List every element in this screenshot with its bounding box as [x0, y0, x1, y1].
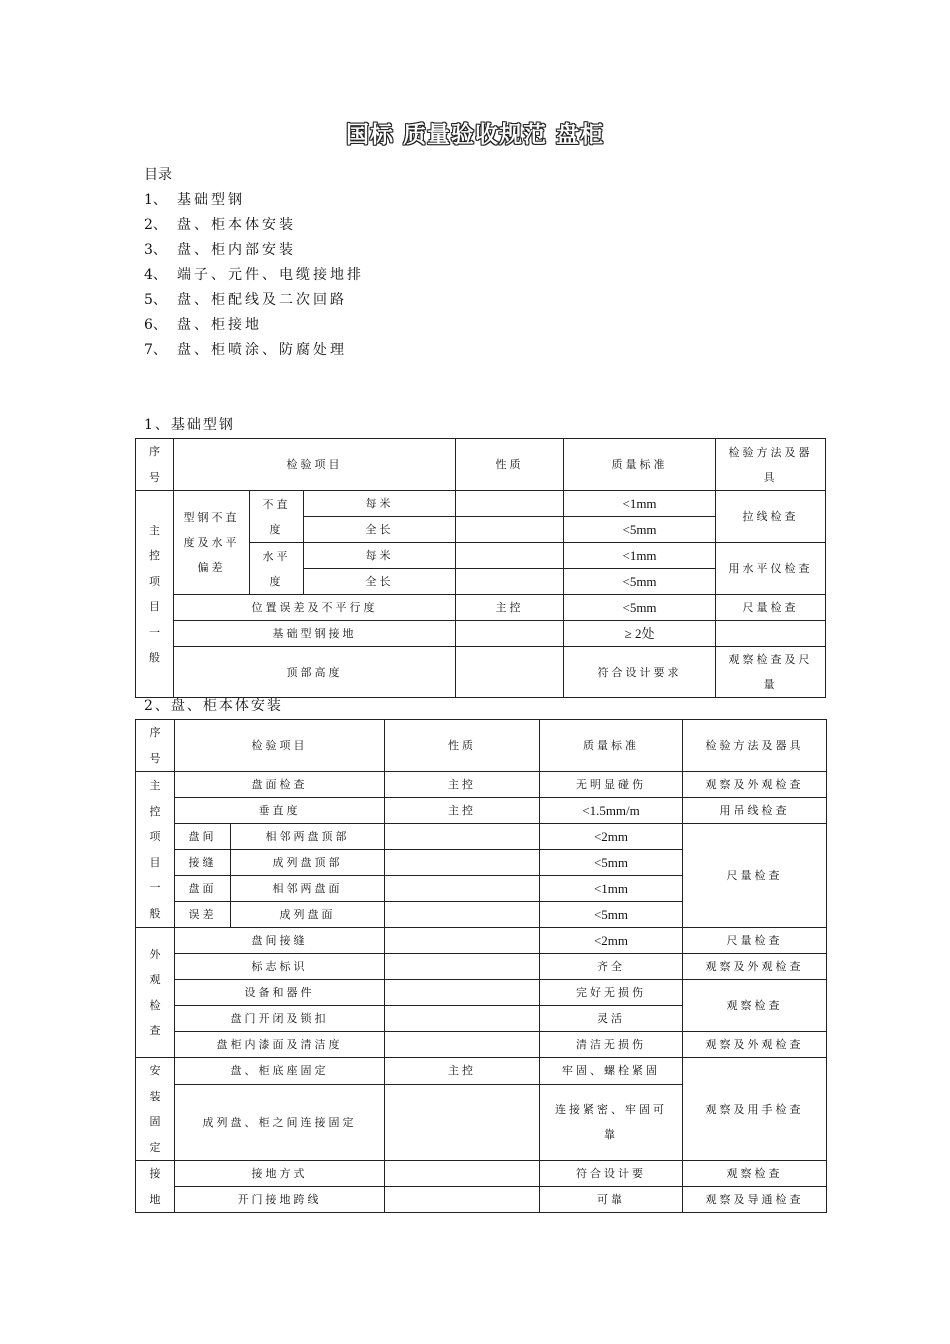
- cell: <5mm: [540, 902, 683, 928]
- cell: 标志标识: [175, 954, 385, 980]
- toc-item: [144, 263, 364, 288]
- cell: [385, 954, 540, 980]
- cell: 无明显碰伤: [540, 772, 683, 798]
- table-row: [136, 621, 826, 647]
- table-row: [136, 980, 827, 1006]
- table-row: [136, 1058, 827, 1085]
- cell: <2mm: [540, 824, 683, 850]
- cell: 全长: [304, 569, 456, 595]
- section-2-title: 2、盘、柜本体安装: [144, 698, 283, 714]
- cell: 成列盘、柜之间连接固定: [175, 1084, 385, 1160]
- cell: 盘门开闭及锁扣: [175, 1006, 385, 1032]
- cell: 基础型钢接地: [174, 621, 456, 647]
- cell: 每米: [304, 543, 456, 569]
- cell: 相邻两盘顶部: [231, 824, 385, 850]
- cell: 全长: [304, 517, 456, 543]
- header-method: 检验方法及器具: [683, 720, 827, 772]
- cell: 观察及用手检查: [683, 1058, 827, 1161]
- toc-text: 盘、柜配线及二次回路: [177, 292, 347, 308]
- cell: 主控: [385, 1058, 540, 1085]
- toc-text: 端子、元件、电缆接地排: [177, 267, 364, 283]
- cell: <1mm: [564, 543, 716, 569]
- table-row: [136, 824, 827, 850]
- header-seq: 序 号: [136, 439, 174, 491]
- cell: 尺量检查: [683, 928, 827, 954]
- cell: 每米: [304, 491, 456, 517]
- header-standard: 质量标准: [564, 439, 716, 491]
- table-row: [136, 1187, 827, 1213]
- cell: 完好无损伤: [540, 980, 683, 1006]
- group-label: 主 控 项 目 一 般: [136, 491, 174, 698]
- cell: 成列盘顶部: [231, 850, 385, 876]
- cell: [456, 647, 564, 698]
- page-title: 国标 质量验收规范 盘柜: [345, 122, 604, 148]
- sub-label: 不直 度: [250, 491, 304, 543]
- table-row: [136, 928, 827, 954]
- cell: 设备和器件: [175, 980, 385, 1006]
- cell: 顶部高度: [174, 647, 456, 698]
- toc-text: 基础型钢: [177, 192, 245, 208]
- toc-item: [144, 288, 364, 313]
- cell: 观察及外观检查: [683, 1032, 827, 1058]
- toc-heading: 目录: [144, 167, 172, 183]
- cell: <1.5mm/m: [540, 798, 683, 824]
- table-of-contents: [144, 163, 364, 363]
- toc-text: 盘、柜喷涂、防腐处理: [177, 342, 347, 358]
- table-header-row: [136, 439, 826, 491]
- cell: 盘柜内漆面及清洁度: [175, 1032, 385, 1058]
- table-row: [136, 798, 827, 824]
- cell: [456, 517, 564, 543]
- cell: [385, 1032, 540, 1058]
- cell: 盘面: [175, 876, 231, 902]
- cell: 清洁无损伤: [540, 1032, 683, 1058]
- cell: 观察及导通检查: [683, 1187, 827, 1213]
- cell: <5mm: [564, 569, 716, 595]
- header-item: 检验项目: [175, 720, 385, 772]
- cell: 位置误差及不平行度: [174, 595, 456, 621]
- sub-label: 水平 度: [250, 543, 304, 595]
- header-nature: 性质: [456, 439, 564, 491]
- cell: 尺量检查: [683, 824, 827, 928]
- header-nature: 性质: [385, 720, 540, 772]
- cell: 牢固、螺栓紧固: [540, 1058, 683, 1085]
- cell: [385, 902, 540, 928]
- group-label: 主 控 项 目 一 般: [136, 772, 175, 928]
- cell: 盘、柜底座固定: [175, 1058, 385, 1085]
- header-seq: 序 号: [136, 720, 175, 772]
- table-row: [136, 1161, 827, 1187]
- cell: <1mm: [564, 491, 716, 517]
- cell: [385, 850, 540, 876]
- cell: 齐全: [540, 954, 683, 980]
- cell: 灵活: [540, 1006, 683, 1032]
- cell: [456, 621, 564, 647]
- toc-num: 1、: [144, 192, 167, 208]
- toc-num: 2、: [144, 217, 167, 233]
- cell: 用水平仪检查: [716, 543, 826, 595]
- cell: 开门接地跨线: [175, 1187, 385, 1213]
- cell: 连接紧密、牢固可 靠: [540, 1084, 683, 1160]
- cell: 盘面检查: [175, 772, 385, 798]
- cell: 观察检查及尺 量: [716, 647, 826, 698]
- cell: [385, 1161, 540, 1187]
- table-row: [136, 954, 827, 980]
- cell: <5mm: [564, 595, 716, 621]
- cell: [385, 824, 540, 850]
- section-1-table: [135, 438, 826, 698]
- group-label: 外 观 检 查: [136, 928, 175, 1058]
- cell: [385, 876, 540, 902]
- cell: [456, 543, 564, 569]
- toc-num: 5、: [144, 292, 167, 308]
- toc-item: [144, 238, 364, 263]
- cell: <1mm: [540, 876, 683, 902]
- cell: 观察检查: [683, 1161, 827, 1187]
- cell: 主控: [456, 595, 564, 621]
- toc-text: 盘、柜本体安装: [177, 217, 296, 233]
- section-2-table: [135, 719, 827, 1213]
- table-row: [136, 491, 826, 517]
- cell: 接地方式: [175, 1161, 385, 1187]
- cell: 符合设计要求: [564, 647, 716, 698]
- toc-num: 3、: [144, 242, 167, 258]
- cell: [456, 569, 564, 595]
- cell: [716, 621, 826, 647]
- cell: <2mm: [540, 928, 683, 954]
- cell: 盘间: [175, 824, 231, 850]
- cell: 盘间接缝: [175, 928, 385, 954]
- header-item: 检验项目: [174, 439, 456, 491]
- cell: 垂直度: [175, 798, 385, 824]
- cell: 主控: [385, 798, 540, 824]
- cell: 主控: [385, 772, 540, 798]
- toc-num: 7、: [144, 342, 167, 358]
- toc-item: [144, 313, 364, 338]
- toc-text: 盘、柜内部安装: [177, 242, 296, 258]
- cell: 观察及外观检查: [683, 772, 827, 798]
- cell: 误差: [175, 902, 231, 928]
- section-1-title: 1、基础型钢: [144, 417, 235, 433]
- toc-num: 4、: [144, 267, 167, 283]
- cell: <5mm: [540, 850, 683, 876]
- toc-num: 6、: [144, 317, 167, 333]
- cell: [456, 491, 564, 517]
- cell: 拉线检查: [716, 491, 826, 543]
- cell: [385, 1006, 540, 1032]
- table-row: [136, 772, 827, 798]
- cell: 符合设计要: [540, 1161, 683, 1187]
- toc-item: [144, 338, 364, 363]
- cell: 接缝: [175, 850, 231, 876]
- cell: ≥ 2处: [564, 621, 716, 647]
- cell: 可靠: [540, 1187, 683, 1213]
- toc-text: 盘、柜接地: [177, 317, 262, 333]
- cell: [385, 1187, 540, 1213]
- header-standard: 质量标准: [540, 720, 683, 772]
- group-label: 安 装 固 定: [136, 1058, 175, 1161]
- cell: [385, 980, 540, 1006]
- table-row: [136, 1032, 827, 1058]
- table-row: [136, 595, 826, 621]
- cell: 观察检查: [683, 980, 827, 1032]
- cell: <5mm: [564, 517, 716, 543]
- cell: 观察及外观检查: [683, 954, 827, 980]
- toc-item: [144, 213, 364, 238]
- header-method: 检验方法及器 具: [716, 439, 826, 491]
- cell: 成列盘面: [231, 902, 385, 928]
- table-header-row: [136, 720, 827, 772]
- toc-item: [144, 188, 364, 213]
- cell: 相邻两盘面: [231, 876, 385, 902]
- cell: [385, 1084, 540, 1160]
- cell: [385, 928, 540, 954]
- table-row: [136, 647, 826, 698]
- sub-label: 型钢不直 度及水平 偏差: [174, 491, 250, 595]
- group-label: 接 地: [136, 1161, 175, 1213]
- cell: 尺量检查: [716, 595, 826, 621]
- cell: 用吊线检查: [683, 798, 827, 824]
